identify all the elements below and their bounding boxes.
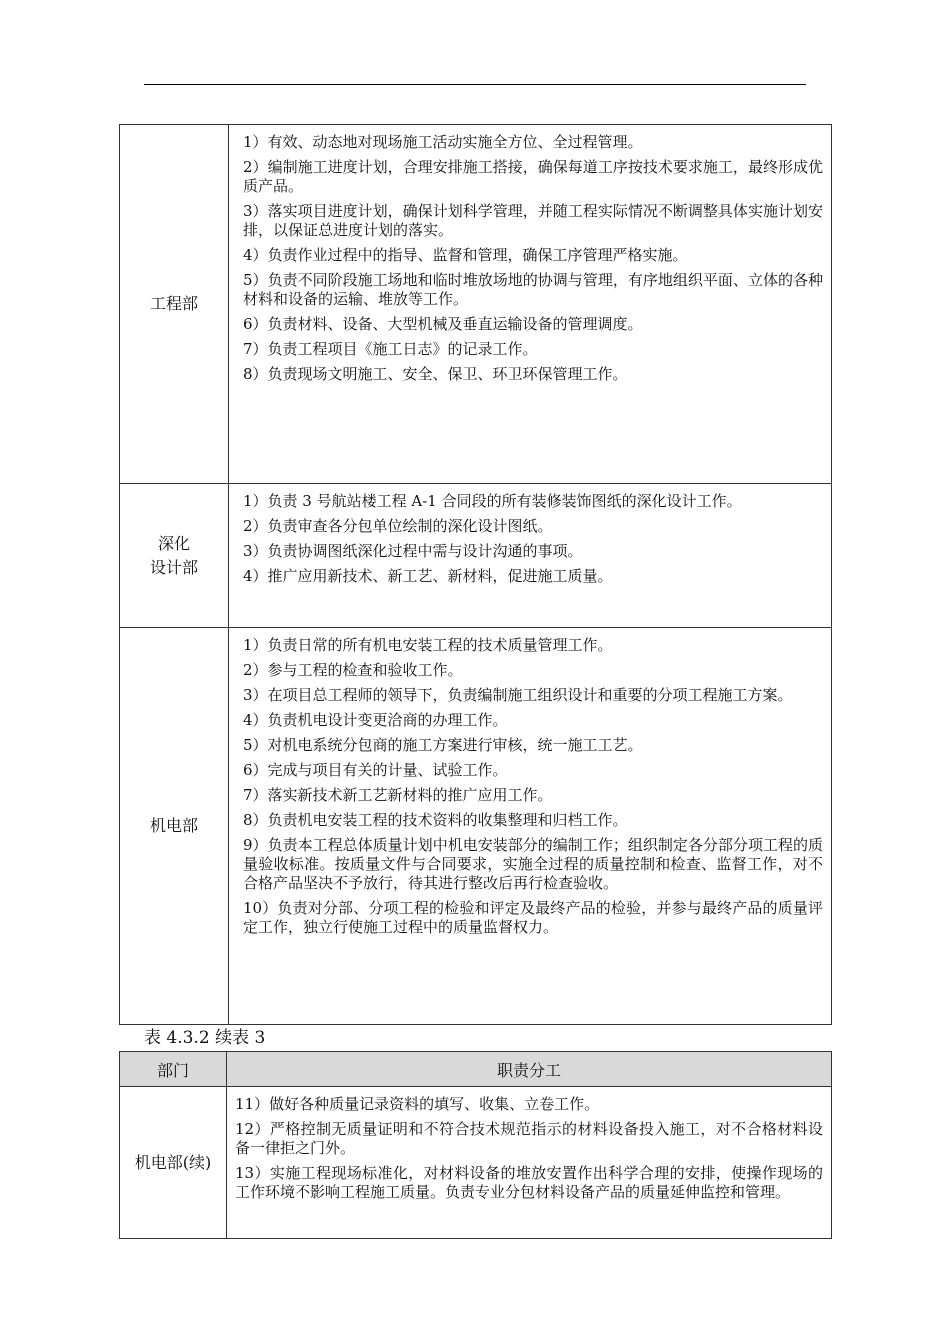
duty-item: 1）负责 3 号航站楼工程 A-1 合同段的所有装修装饰图纸的深化设计工作。 [243, 492, 742, 510]
duties-cell [229, 628, 832, 1025]
duty-item: 2）负责审查各分包单位绘制的深化设计图纸。 [243, 517, 553, 535]
duty-item: 4）推广应用新技术、新工艺、新材料，促进施工质量。 [243, 567, 613, 585]
table-row [120, 1087, 832, 1239]
duties-table-continued [119, 1051, 832, 1239]
duties-cell [229, 125, 832, 484]
duty-item: 8）负责现场文明施工、安全、保卫、环卫环保管理工作。 [243, 365, 628, 383]
duty-item: 5）负责不同阶段施工场地和临时堆放场地的协调与管理，有序地组织平面、立体的各种材料和设备的运输、堆放等工作。 [243, 271, 823, 308]
duty-item: 9）负责本工程总体质量计划中机电安装部分的编制工作；组织制定各分部分项工程的质量验收标准。按质量文件与合同要求，实施全过程的质量控制和检查、监督工作，对不合格产品坚决不予放行，待其进行整改后再行检查验收。 [243, 836, 823, 892]
table-row [120, 125, 832, 484]
dept-name-line2: 设计部 [149, 557, 198, 577]
dept-cell [120, 628, 229, 1025]
duty-item: 3）在项目总工程师的领导下，负责编制施工组织设计和重要的分项工程施工方案。 [243, 686, 793, 704]
duty-item: 4）负责机电设计变更洽商的办理工作。 [243, 711, 508, 729]
duties-cell [229, 484, 832, 628]
dept-name-line1: 深化 [157, 533, 190, 553]
duty-item: 2）参与工程的检查和验收工作。 [243, 661, 463, 679]
duty-item: 4）负责作业过程中的指导、监督和管理，确保工序管理严格实施。 [243, 246, 688, 264]
table-caption: 表 4.3.2 续表 3 [144, 1028, 266, 1048]
table-header-row [120, 1052, 832, 1087]
duty-item: 2）编制施工进度计划，合理安排施工搭接，确保每道工序按技术要求施工，最终形成优质产品。 [243, 158, 823, 195]
duty-item: 11）做好各种质量记录资料的填写、收集、立卷工作。 [235, 1095, 600, 1113]
dept-cell [120, 125, 229, 484]
duty-item: 8）负责机电安装工程的技术资料的收集整理和归档工作。 [243, 811, 628, 829]
duty-item: 7）落实新技术新工艺新材料的推广应用工作。 [243, 786, 553, 804]
header-rule [144, 84, 806, 85]
duty-item: 6）完成与项目有关的计量、试验工作。 [243, 761, 508, 779]
duty-item: 6）负责材料、设备、大型机械及垂直运输设备的管理调度。 [243, 315, 643, 333]
duty-item: 5）对机电系统分包商的施工方案进行审核，统一施工工艺。 [243, 736, 643, 754]
dept-name: 工程部 [149, 294, 198, 313]
dept-name: 机电部(续) [134, 1152, 212, 1172]
dept-cell [120, 484, 229, 628]
header-dept: 部门 [120, 1052, 227, 1087]
duty-item: 1）有效、动态地对现场施工活动实施全方位、全过程管理。 [243, 133, 643, 151]
duty-item: 3）落实项目进度计划，确保计划科学管理，并随工程实际情况不断调整具体实施计划安排，以保证总进度计划的落实。 [243, 202, 823, 239]
duty-item: 7）负责工程项目《施工日志》的记录工作。 [243, 340, 538, 358]
table-row [120, 628, 832, 1025]
duty-item: 12）严格控制无质量证明和不符合技术规范指示的材料设备投入施工，对不合格材料设备一律拒之门外。 [235, 1120, 823, 1157]
dept-name: 机电部 [149, 816, 198, 835]
header-duties: 职责分工 [227, 1052, 832, 1087]
duties-table [119, 124, 832, 1025]
duties-cell [227, 1087, 832, 1239]
duty-item: 3）负责协调图纸深化过程中需与设计沟通的事项。 [243, 542, 583, 560]
duty-item: 13）实施工程现场标准化，对材料设备的堆放安置作出科学合理的安排，使操作现场的工作环境不影响工程施工质量。负责专业分包材料设备产品的质量延伸监控和管理。 [235, 1164, 823, 1201]
dept-cell [120, 1087, 227, 1239]
duty-item: 10）负责对分部、分项工程的检验和评定及最终产品的检验，并参与最终产品的质量评定工作，独立行使施工过程中的质量监督权力。 [243, 899, 823, 936]
duty-item: 1）负责日常的所有机电安装工程的技术质量管理工作。 [243, 636, 613, 654]
table-row [120, 484, 832, 628]
